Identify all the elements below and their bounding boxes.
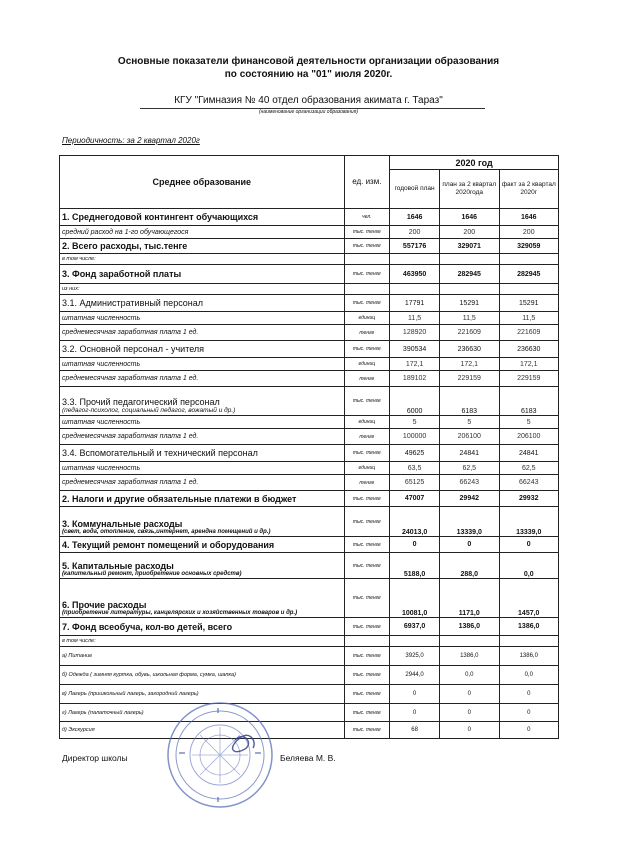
- row-name: г) Лагерь (палаточный лагерь): [60, 704, 345, 722]
- table-row: [60, 265, 559, 284]
- cell-fact: 172,1: [499, 358, 559, 371]
- row-name: 3. Фонд заработной платы: [60, 265, 345, 284]
- table-row: [60, 618, 559, 636]
- table-row: [60, 666, 559, 685]
- cell-plan-q2: 0,0: [440, 666, 499, 685]
- periodicity: Периодичность: за 2 квартал 2020г: [62, 136, 200, 145]
- table-row: [60, 507, 559, 537]
- cell-unit: [344, 636, 390, 647]
- cell-plan-q2: 5: [440, 416, 499, 429]
- cell-plan: 3925,0: [390, 647, 440, 666]
- cell-fact: 1646: [499, 209, 559, 226]
- cell-fact: 329059: [499, 239, 559, 254]
- table-row: [60, 254, 559, 265]
- cell-fact: 29932: [499, 491, 559, 507]
- cell-unit: тыс. тенге: [344, 226, 390, 239]
- row-name: 2. Всего расходы, тыс.тенге: [60, 239, 345, 254]
- cell-plan-q2: 6183: [440, 387, 499, 416]
- cell-plan: 6000: [390, 387, 440, 416]
- official-stamp: [165, 700, 275, 810]
- cell-fact: 13339,0: [499, 507, 559, 537]
- document-title-line1: Основные показатели финансовой деятельности организации образования: [117, 56, 500, 67]
- organization-name: КГУ "Гимназия № 40 отдел образования акимата г. Тараз": [174, 95, 443, 106]
- row-name: из них:: [60, 284, 345, 295]
- table-row: [60, 416, 559, 429]
- cell-unit: единиц: [344, 312, 390, 325]
- header-plan-q2: план за 2 квартал 2020года: [440, 170, 499, 209]
- table-row: [60, 387, 559, 416]
- cell-unit: тенге: [344, 475, 390, 491]
- cell-plan-q2: 0: [440, 722, 499, 739]
- row-title: 6. Прочие расходы: [62, 600, 147, 610]
- row-name: а) Питание: [60, 647, 345, 666]
- row-name: [60, 387, 345, 416]
- row-name: 2. Налоги и другие обязательные платежи в бюджет: [60, 491, 345, 507]
- table-row: [60, 209, 559, 226]
- header-fact-q2: факт за 2 квартал 2020г: [499, 170, 559, 209]
- row-name: 3.1. Административный персонал: [60, 295, 345, 312]
- document-title-line2: по состоянию на "01" июля 2020г.: [224, 69, 393, 80]
- cell-plan: 11,5: [390, 312, 440, 325]
- cell-plan: 6937,0: [390, 618, 440, 636]
- row-name: б) Одежда ( зимняя куртка, обувь, школьная форма, сумка, шапка): [60, 666, 345, 685]
- cell-plan-q2: 13339,0: [440, 507, 499, 537]
- cell-plan: 463950: [390, 265, 440, 284]
- row-name: [60, 579, 345, 618]
- cell-fact: 221609: [499, 325, 559, 341]
- cell-unit: тыс. тенге: [344, 265, 390, 284]
- cell-plan-q2: 1386,0: [440, 618, 499, 636]
- row-name: [60, 553, 345, 579]
- cell-plan: [390, 254, 440, 265]
- row-name: 7. Фонд всеобуча, кол-во детей, всего: [60, 618, 345, 636]
- table-row: [60, 358, 559, 371]
- cell-fact: 1457,0: [499, 579, 559, 618]
- table-row: [60, 553, 559, 579]
- table-row: [60, 239, 559, 254]
- cell-plan: 17791: [390, 295, 440, 312]
- header-annual-plan: годовой план: [390, 170, 440, 209]
- cell-plan-q2: 0: [440, 685, 499, 704]
- table-row: [60, 579, 559, 618]
- cell-unit: единиц: [344, 416, 390, 429]
- cell-fact: 236630: [499, 341, 559, 358]
- cell-plan: 172,1: [390, 358, 440, 371]
- cell-fact: 0: [499, 685, 559, 704]
- cell-unit: тыс. тенге: [344, 387, 390, 416]
- cell-plan: 0: [390, 685, 440, 704]
- cell-fact: 229159: [499, 371, 559, 387]
- cell-fact: 0: [499, 722, 559, 739]
- row-note: (капительный ремонт, приобретение основных средств): [62, 571, 242, 577]
- cell-unit: тыс. тенге: [344, 618, 390, 636]
- cell-plan-q2: 15291: [440, 295, 499, 312]
- cell-fact: [499, 284, 559, 295]
- cell-plan-q2: 221609: [440, 325, 499, 341]
- cell-plan: 68: [390, 722, 440, 739]
- cell-fact: 24841: [499, 445, 559, 462]
- cell-unit: тенге: [344, 371, 390, 387]
- table-row: [60, 295, 559, 312]
- cell-fact: 62,5: [499, 462, 559, 475]
- table-row: [60, 429, 559, 445]
- cell-unit: тыс. тенге: [344, 537, 390, 553]
- cell-plan-q2: 0: [440, 537, 499, 553]
- table-row: [60, 371, 559, 387]
- cell-fact: 11,5: [499, 312, 559, 325]
- cell-plan: 189102: [390, 371, 440, 387]
- header-name-column: Среднее образование: [60, 156, 345, 209]
- row-name: в том числе:: [60, 636, 345, 647]
- cell-unit: [344, 284, 390, 295]
- cell-unit: чел.: [344, 209, 390, 226]
- cell-unit: тыс. тенге: [344, 553, 390, 579]
- cell-fact: 0: [499, 537, 559, 553]
- row-name: в том числе:: [60, 254, 345, 265]
- cell-unit: единиц: [344, 358, 390, 371]
- cell-unit: тыс. тенге: [344, 666, 390, 685]
- row-name: штатная численность: [60, 358, 345, 371]
- cell-unit: тыс. тенге: [344, 341, 390, 358]
- cell-fact: 1386,0: [499, 647, 559, 666]
- cell-unit: тыс. тенге: [344, 722, 390, 739]
- row-name: 3.4. Вспомогательный и технический персонал: [60, 445, 345, 462]
- cell-fact: 15291: [499, 295, 559, 312]
- cell-plan: 128920: [390, 325, 440, 341]
- cell-plan-q2: 206100: [440, 429, 499, 445]
- cell-plan: 65125: [390, 475, 440, 491]
- cell-plan-q2: [440, 284, 499, 295]
- cell-unit: тыс. тенге: [344, 445, 390, 462]
- cell-plan: 2944,0: [390, 666, 440, 685]
- cell-plan-q2: 229159: [440, 371, 499, 387]
- header-year: 2020 год: [390, 156, 559, 170]
- cell-unit: тенге: [344, 429, 390, 445]
- cell-plan: 0: [390, 704, 440, 722]
- row-name: среднемесячная заработная плата 1 ед.: [60, 475, 345, 491]
- cell-plan-q2: 24841: [440, 445, 499, 462]
- row-title: 5. Капитальные расходы: [62, 561, 174, 571]
- cell-plan-q2: 288,0: [440, 553, 499, 579]
- cell-fact: 282945: [499, 265, 559, 284]
- row-name: средний расход на 1-го обучающегося: [60, 226, 345, 239]
- row-name: среднемесячная заработная плата 1 ед.: [60, 429, 345, 445]
- cell-plan: 49625: [390, 445, 440, 462]
- cell-plan: 5188,0: [390, 553, 440, 579]
- row-title: 3. Коммунальные расходы: [62, 519, 183, 529]
- cell-plan: 5: [390, 416, 440, 429]
- row-name: д) Экскурсия: [60, 722, 345, 739]
- row-name: [60, 507, 345, 537]
- cell-fact: 1386,0: [499, 618, 559, 636]
- cell-plan-q2: 236630: [440, 341, 499, 358]
- table-row: [60, 341, 559, 358]
- director-name: Беляева М. В.: [280, 753, 336, 763]
- cell-unit: тыс. тенге: [344, 579, 390, 618]
- cell-fact: 0,0: [499, 666, 559, 685]
- cell-plan-q2: [440, 636, 499, 647]
- cell-plan-q2: 172,1: [440, 358, 499, 371]
- cell-unit: единиц: [344, 462, 390, 475]
- cell-plan: 47007: [390, 491, 440, 507]
- cell-plan: 100000: [390, 429, 440, 445]
- row-note: (приобретение литературы, канцелярских и хозяйственных товаров и др.): [62, 610, 298, 616]
- cell-plan-q2: [440, 254, 499, 265]
- cell-plan: 24013,0: [390, 507, 440, 537]
- cell-unit: [344, 254, 390, 265]
- cell-unit: тыс. тенге: [344, 239, 390, 254]
- row-name: 3.2. Основной персонал - учителя: [60, 341, 345, 358]
- cell-plan-q2: 200: [440, 226, 499, 239]
- cell-fact: 0,0: [499, 553, 559, 579]
- organization-caption: (наименование организации образования): [258, 109, 359, 115]
- table-row: [60, 537, 559, 553]
- cell-unit: тыс. тенге: [344, 704, 390, 722]
- row-name: штатная численность: [60, 312, 345, 325]
- cell-plan: 1646: [390, 209, 440, 226]
- cell-plan-q2: 0: [440, 704, 499, 722]
- header-unit-column: ед. изм.: [344, 156, 390, 209]
- cell-plan: 200: [390, 226, 440, 239]
- table-row: [60, 284, 559, 295]
- cell-plan-q2: 1171,0: [440, 579, 499, 618]
- cell-unit: тыс. тенге: [344, 647, 390, 666]
- cell-plan-q2: 1646: [440, 209, 499, 226]
- cell-fact: 5: [499, 416, 559, 429]
- cell-plan: 10081,0: [390, 579, 440, 618]
- table-row: [60, 462, 559, 475]
- table-row: [60, 226, 559, 239]
- table-row: [60, 475, 559, 491]
- cell-fact: 200: [499, 226, 559, 239]
- row-name: штатная численность: [60, 416, 345, 429]
- table-row: [60, 704, 559, 722]
- table-row: [60, 685, 559, 704]
- cell-fact: 206100: [499, 429, 559, 445]
- cell-plan-q2: 1386,0: [440, 647, 499, 666]
- cell-plan: 557176: [390, 239, 440, 254]
- cell-plan: 0: [390, 537, 440, 553]
- cell-plan: [390, 636, 440, 647]
- row-name: среднемесячная заработная плата 1 ед.: [60, 371, 345, 387]
- cell-plan-q2: 62,5: [440, 462, 499, 475]
- cell-unit: тыс. тенге: [344, 295, 390, 312]
- row-name: 1. Среднегодовой контингент обучающихся: [60, 209, 345, 226]
- cell-fact: 66243: [499, 475, 559, 491]
- cell-unit: тыс. тенге: [344, 685, 390, 704]
- cell-plan-q2: 11,5: [440, 312, 499, 325]
- cell-plan-q2: 66243: [440, 475, 499, 491]
- cell-fact: 0: [499, 704, 559, 722]
- cell-unit: тыс. тенге: [344, 507, 390, 537]
- cell-plan: 63,5: [390, 462, 440, 475]
- table-row: [60, 647, 559, 666]
- cell-unit: тенге: [344, 325, 390, 341]
- table-row: [60, 325, 559, 341]
- table-row: [60, 491, 559, 507]
- row-name: среднемесячная заработная плата 1 ед.: [60, 325, 345, 341]
- cell-fact: 6183: [499, 387, 559, 416]
- cell-plan: [390, 284, 440, 295]
- cell-plan-q2: 282945: [440, 265, 499, 284]
- cell-unit: тыс. тенге: [344, 491, 390, 507]
- table-row: [60, 445, 559, 462]
- row-note: (педагог-психолог, социальный педагог, вожатый и др.): [62, 407, 236, 414]
- cell-fact: [499, 254, 559, 265]
- cell-plan-q2: 329071: [440, 239, 499, 254]
- row-name: 4. Текущий ремонт помещений и оборудования: [60, 537, 345, 553]
- financial-indicators-table: [59, 155, 559, 739]
- cell-plan-q2: 29942: [440, 491, 499, 507]
- director-label: Директор школы: [62, 753, 128, 763]
- row-title: 3.3. Прочий педагогический персонал: [62, 397, 220, 407]
- row-name: штатная численность: [60, 462, 345, 475]
- table-row: [60, 722, 559, 739]
- row-note: (свет, вода, отопление, связь,интернет, арендна помещений и др.): [62, 529, 271, 535]
- table-row: [60, 312, 559, 325]
- cell-fact: [499, 636, 559, 647]
- cell-plan: 390534: [390, 341, 440, 358]
- table-row: [60, 636, 559, 647]
- row-name: в) Лагерь (пришкольный лагерь, загородний лагерь): [60, 685, 345, 704]
